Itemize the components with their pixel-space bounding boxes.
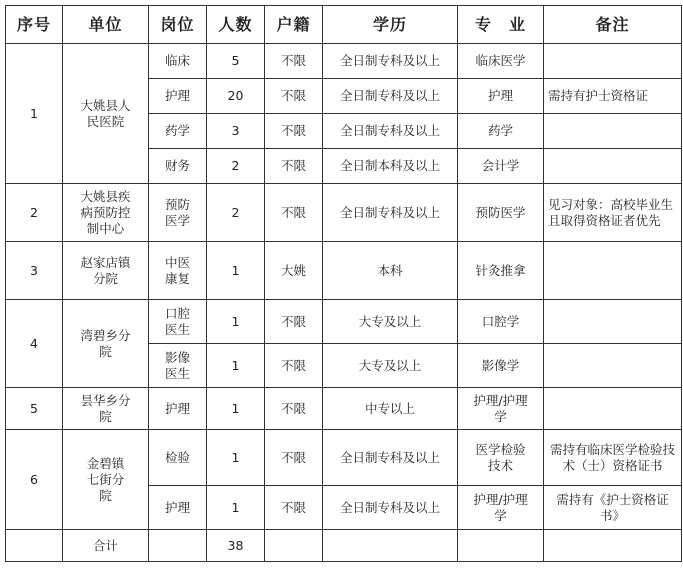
count-cell: 1 — [207, 486, 265, 530]
note-cell — [544, 242, 682, 300]
post-cell — [149, 242, 207, 300]
huji-cell: 不限 — [265, 388, 323, 430]
unit-cell — [63, 300, 149, 388]
note-cell — [544, 300, 682, 344]
post-cell-text: 预防医学 — [164, 196, 190, 228]
table-row — [6, 430, 682, 486]
table-row — [6, 242, 682, 300]
huji-cell: 不限 — [265, 184, 323, 242]
major-cell: 影像学 — [458, 344, 544, 388]
count-cell: 1 — [207, 300, 265, 344]
count-cell: 1 — [207, 388, 265, 430]
unit-cell-text: 湾碧乡分院 — [80, 327, 131, 359]
post-cell: 护理 — [149, 79, 207, 114]
note-cell — [544, 344, 682, 388]
huji-cell: 不限 — [265, 149, 323, 184]
major-cell: 预防医学 — [458, 184, 544, 242]
note-cell: 需持有临床医学检验技术（士）资格证书 — [544, 430, 682, 486]
edu-cell: 全日制专科及以上 — [323, 114, 458, 149]
total-seq-cell — [6, 530, 63, 562]
total-empty-cell — [265, 530, 323, 562]
major-cell — [458, 388, 544, 430]
count-cell: 1 — [207, 242, 265, 300]
major-cell: 药学 — [458, 114, 544, 149]
seq-cell: 2 — [6, 184, 63, 242]
major-cell-text: 护理/护理学 — [473, 392, 528, 424]
major-cell — [458, 486, 544, 530]
huji-cell: 不限 — [265, 430, 323, 486]
huji-cell: 大姚 — [265, 242, 323, 300]
edu-cell: 全日制专科及以上 — [323, 44, 458, 79]
table-body — [6, 44, 682, 562]
note-cell — [544, 388, 682, 430]
unit-cell — [63, 242, 149, 300]
post-cell: 护理 — [149, 486, 207, 530]
post-cell-text: 口腔医生 — [164, 305, 190, 337]
seq-cell: 3 — [6, 242, 63, 300]
post-cell — [149, 344, 207, 388]
major-cell: 临床医学 — [458, 44, 544, 79]
major-cell-text: 医学检验技术 — [475, 441, 526, 473]
header-cell: 岗位 — [149, 6, 207, 44]
post-cell — [149, 300, 207, 344]
seq-cell: 4 — [6, 300, 63, 388]
count-cell: 2 — [207, 149, 265, 184]
huji-cell: 不限 — [265, 114, 323, 149]
header-cell: 学历 — [323, 6, 458, 44]
unit-cell — [63, 388, 149, 430]
total-row — [6, 530, 682, 562]
header-cell: 序号 — [6, 6, 63, 44]
edu-cell: 大专及以上 — [323, 344, 458, 388]
post-cell — [149, 184, 207, 242]
edu-cell: 全日制专科及以上 — [323, 79, 458, 114]
total-post-cell — [149, 530, 207, 562]
recruitment-table-container — [5, 5, 682, 562]
header-cell: 备注 — [544, 6, 682, 44]
total-empty-cell — [544, 530, 682, 562]
edu-cell: 全日制专科及以上 — [323, 486, 458, 530]
unit-cell-text: 大姚县人民医院 — [80, 97, 131, 129]
post-cell: 护理 — [149, 388, 207, 430]
post-cell: 检验 — [149, 430, 207, 486]
post-cell-text: 影像医生 — [164, 349, 190, 381]
note-cell: 见习对象：高校毕业生且取得资格证者优先 — [544, 184, 682, 242]
header-cell: 户籍 — [265, 6, 323, 44]
table-row — [6, 184, 682, 242]
post-cell: 财务 — [149, 149, 207, 184]
table-row — [6, 388, 682, 430]
unit-cell-text: 赵家店镇分院 — [80, 254, 131, 286]
total-empty-cell — [323, 530, 458, 562]
edu-cell: 大专及以上 — [323, 300, 458, 344]
huji-cell: 不限 — [265, 79, 323, 114]
post-cell-text: 中医康复 — [164, 254, 190, 286]
count-cell: 20 — [207, 79, 265, 114]
seq-cell: 5 — [6, 388, 63, 430]
major-cell: 口腔学 — [458, 300, 544, 344]
total-label: 合计 — [63, 530, 149, 562]
count-cell: 3 — [207, 114, 265, 149]
major-cell: 针灸推拿 — [458, 242, 544, 300]
post-cell: 临床 — [149, 44, 207, 79]
header-cell: 人数 — [207, 6, 265, 44]
major-cell-text: 护理/护理学 — [473, 491, 528, 523]
unit-cell — [63, 430, 149, 530]
unit-cell-text: 金碧镇七街分院 — [86, 455, 125, 503]
edu-cell: 全日制专科及以上 — [323, 430, 458, 486]
note-cell — [544, 149, 682, 184]
seq-cell: 1 — [6, 44, 63, 184]
edu-cell: 全日制专科及以上 — [323, 184, 458, 242]
unit-cell-text: 大姚县疾病预防控制中心 — [80, 188, 131, 236]
major-cell — [458, 430, 544, 486]
major-cell: 护理 — [458, 79, 544, 114]
note-cell: 需持有《护士资格证书》 — [544, 486, 682, 530]
header-cell: 专 业 — [458, 6, 544, 44]
unit-cell — [63, 184, 149, 242]
unit-cell — [63, 44, 149, 184]
seq-cell: 6 — [6, 430, 63, 530]
huji-cell: 不限 — [265, 44, 323, 79]
note-cell — [544, 44, 682, 79]
huji-cell: 不限 — [265, 486, 323, 530]
header-cell: 单位 — [63, 6, 149, 44]
count-cell: 2 — [207, 184, 265, 242]
unit-cell-text: 昙华乡分院 — [80, 392, 131, 424]
huji-cell: 不限 — [265, 344, 323, 388]
count-cell: 1 — [207, 430, 265, 486]
major-cell: 会计学 — [458, 149, 544, 184]
count-cell: 5 — [207, 44, 265, 79]
edu-cell: 本科 — [323, 242, 458, 300]
count-cell: 1 — [207, 344, 265, 388]
table-row — [6, 300, 682, 344]
edu-cell: 全日制本科及以上 — [323, 149, 458, 184]
total-count: 38 — [207, 530, 265, 562]
total-empty-cell — [458, 530, 544, 562]
edu-cell: 中专以上 — [323, 388, 458, 430]
huji-cell: 不限 — [265, 300, 323, 344]
note-cell — [544, 114, 682, 149]
post-cell: 药学 — [149, 114, 207, 149]
recruitment-table — [5, 5, 682, 562]
header-row — [6, 6, 682, 44]
table-row — [6, 44, 682, 79]
note-cell: 需持有护士资格证 — [544, 79, 682, 114]
